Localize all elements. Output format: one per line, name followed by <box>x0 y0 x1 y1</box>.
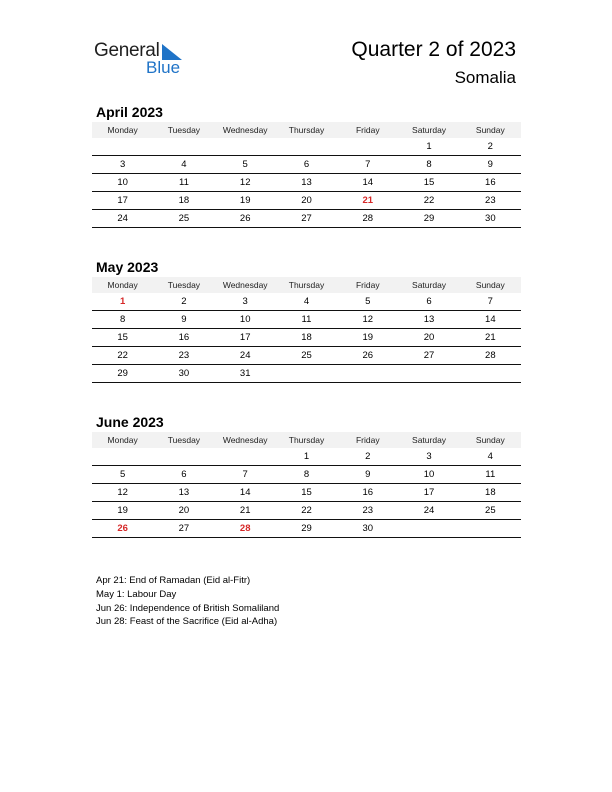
day-cell: 24 <box>423 505 435 516</box>
day-cell <box>92 448 153 465</box>
weekday-header <box>92 277 521 293</box>
day-cell: 5 <box>242 159 248 170</box>
day-cell: 14 <box>239 487 251 498</box>
month-title: June 2023 <box>96 414 164 430</box>
day-cell: 3 <box>426 451 432 462</box>
weekday-label: Thursday <box>288 125 325 135</box>
week-row <box>92 466 521 484</box>
day-cell: 16 <box>485 177 496 188</box>
weekday-label: Wednesday <box>222 125 268 135</box>
weekday-label: Tuesday <box>167 435 201 445</box>
weekday-label: Saturday <box>412 280 447 290</box>
day-cell: 16 <box>178 332 190 343</box>
weekday-label: Sunday <box>475 280 505 290</box>
holiday-note: May 1: Labour Day <box>96 588 177 600</box>
day-cell: 8 <box>303 469 310 480</box>
day-cell: 26 <box>362 350 374 361</box>
day-cell: 6 <box>426 296 432 307</box>
day-cell: 26 <box>239 213 251 224</box>
day-cell <box>460 365 521 382</box>
day-cell: 13 <box>178 487 190 498</box>
weekday-label: Wednesday <box>222 435 268 445</box>
day-cell: 23 <box>178 350 190 361</box>
day-cell: 17 <box>117 195 128 206</box>
day-cell: 21 <box>485 332 496 343</box>
month-april <box>92 102 521 228</box>
day-cell <box>215 138 276 155</box>
holiday-note: Apr 21: End of Ramadan (Eid al-Fitr) <box>96 575 251 586</box>
day-cell: 24 <box>239 350 251 361</box>
day-cell: 7 <box>242 469 248 480</box>
day-cell <box>337 138 398 155</box>
day-cell: 12 <box>117 487 128 498</box>
week-row <box>92 502 521 520</box>
week-row <box>92 210 521 228</box>
day-cell: 27 <box>423 350 435 361</box>
day-cell: 25 <box>301 350 312 361</box>
day-cell: 2 <box>181 296 187 307</box>
day-cell <box>153 138 214 155</box>
day-cell: 22 <box>423 195 435 206</box>
day-cell: 31 <box>239 368 251 379</box>
day-cell: 17 <box>423 487 435 498</box>
day-cell: 18 <box>301 332 312 343</box>
day-cell: 19 <box>239 195 251 206</box>
day-cell: 15 <box>301 487 312 498</box>
day-cell: 23 <box>485 195 496 206</box>
day-cell: 22 <box>117 350 128 361</box>
day-cell: 21 <box>239 505 251 516</box>
weekday-label: Thursday <box>288 280 325 290</box>
day-cell: 22 <box>301 505 312 516</box>
country-name: Somalia <box>454 68 516 87</box>
day-cell <box>337 365 398 382</box>
weekday-header <box>92 432 521 448</box>
weekday-label: Sunday <box>475 435 505 445</box>
day-cell <box>398 365 459 382</box>
month-title: May 2023 <box>96 259 159 275</box>
week-row <box>92 156 521 174</box>
day-cell: 2 <box>487 141 493 152</box>
holiday-note: Jun 28: Feast of the Sacrifice (Eid al-Adha) <box>96 616 278 628</box>
day-cell: 25 <box>178 213 190 224</box>
weekday-label: Monday <box>107 435 138 445</box>
week-row <box>92 520 521 538</box>
day-cell: 8 <box>426 159 432 170</box>
week-row <box>92 293 521 311</box>
day-cell: 13 <box>423 314 435 325</box>
day-cell: 30 <box>178 368 190 379</box>
day-cell <box>460 520 521 537</box>
day-cell: 5 <box>119 469 126 480</box>
day-cell: 30 <box>485 213 496 224</box>
week-row <box>92 347 521 365</box>
day-cell: 28 <box>485 350 496 361</box>
day-cell: 7 <box>487 296 493 307</box>
day-cell: 15 <box>117 332 128 343</box>
day-cell: 11 <box>178 177 189 188</box>
day-cell: 4 <box>181 159 187 170</box>
week-row <box>92 138 521 156</box>
brand-name-general: General <box>94 40 160 61</box>
weekday-label: Saturday <box>412 435 447 445</box>
day-cell: 12 <box>362 314 374 325</box>
day-cell: 19 <box>117 505 128 516</box>
weekday-label: Monday <box>107 280 138 290</box>
day-cell: 17 <box>239 332 251 343</box>
weekday-header <box>92 122 521 138</box>
weekday-label: Monday <box>107 125 138 135</box>
day-cell: 5 <box>365 296 371 307</box>
day-cell: 4 <box>303 296 310 307</box>
day-cell: 3 <box>119 159 126 170</box>
day-cell: 11 <box>301 314 312 325</box>
day-cell: 29 <box>301 523 312 534</box>
day-cell <box>398 520 459 537</box>
day-cell: 20 <box>423 332 435 343</box>
week-row <box>92 311 521 329</box>
day-cell: 28 <box>239 523 251 534</box>
day-cell: 10 <box>239 314 251 325</box>
day-cell <box>276 138 337 155</box>
day-cell: 27 <box>301 213 312 224</box>
weekday-label: Saturday <box>412 125 447 135</box>
day-cell: 16 <box>362 487 374 498</box>
day-cell: 24 <box>117 213 128 224</box>
day-cell: 11 <box>485 469 496 480</box>
day-cell: 20 <box>178 505 190 516</box>
day-cell <box>92 138 153 155</box>
day-cell: 8 <box>119 314 126 325</box>
day-cell: 18 <box>178 195 190 206</box>
day-cell: 26 <box>117 523 128 534</box>
brand-logo <box>94 40 194 80</box>
day-cell: 9 <box>181 314 187 325</box>
day-cell: 20 <box>301 195 312 206</box>
day-cell: 19 <box>362 332 374 343</box>
day-cell: 14 <box>362 177 374 188</box>
day-cell: 6 <box>303 159 310 170</box>
day-cell: 21 <box>362 195 374 206</box>
weekday-label: Friday <box>355 280 380 290</box>
week-row <box>92 484 521 502</box>
week-row <box>92 192 521 210</box>
day-cell: 7 <box>365 159 371 170</box>
day-cell: 9 <box>487 159 493 170</box>
month-title: April 2023 <box>96 104 163 120</box>
day-cell: 4 <box>487 451 493 462</box>
day-cell: 6 <box>181 469 187 480</box>
day-cell <box>153 448 214 465</box>
day-cell: 12 <box>239 177 251 188</box>
weekday-label: Friday <box>355 125 380 135</box>
day-cell: 13 <box>301 177 312 188</box>
month-june <box>92 412 521 538</box>
day-cell: 1 <box>426 141 432 152</box>
day-cell: 29 <box>423 213 435 224</box>
day-cell: 27 <box>178 523 190 534</box>
weekday-label: Wednesday <box>222 280 268 290</box>
weekday-label: Sunday <box>475 125 505 135</box>
week-row <box>92 329 521 347</box>
day-cell: 28 <box>362 213 374 224</box>
holiday-note: Jun 26: Independence of British Somaliland <box>96 602 280 614</box>
day-cell: 3 <box>242 296 248 307</box>
day-cell: 30 <box>362 523 374 534</box>
weekday-label: Thursday <box>288 435 325 445</box>
day-cell: 10 <box>423 469 435 480</box>
day-cell: 25 <box>485 505 496 516</box>
week-row <box>92 174 521 192</box>
weekday-label: Tuesday <box>167 280 201 290</box>
week-row <box>92 365 521 383</box>
day-cell: 1 <box>303 451 310 462</box>
weekday-label: Tuesday <box>167 125 201 135</box>
page-title: Quarter 2 of 2023 <box>351 38 516 61</box>
month-may <box>92 257 521 383</box>
brand-name-blue: Blue <box>146 58 181 77</box>
day-cell: 29 <box>117 368 128 379</box>
holiday-notes <box>96 574 279 629</box>
day-cell: 2 <box>365 451 371 462</box>
day-cell: 1 <box>119 296 126 307</box>
day-cell: 14 <box>485 314 496 325</box>
day-cell: 10 <box>117 177 128 188</box>
day-cell: 15 <box>423 177 435 188</box>
week-row <box>92 448 521 466</box>
day-cell <box>215 448 276 465</box>
day-cell: 18 <box>485 487 496 498</box>
day-cell: 23 <box>362 505 374 516</box>
weekday-label: Friday <box>355 435 380 445</box>
day-cell <box>276 365 337 382</box>
day-cell: 9 <box>365 469 371 480</box>
